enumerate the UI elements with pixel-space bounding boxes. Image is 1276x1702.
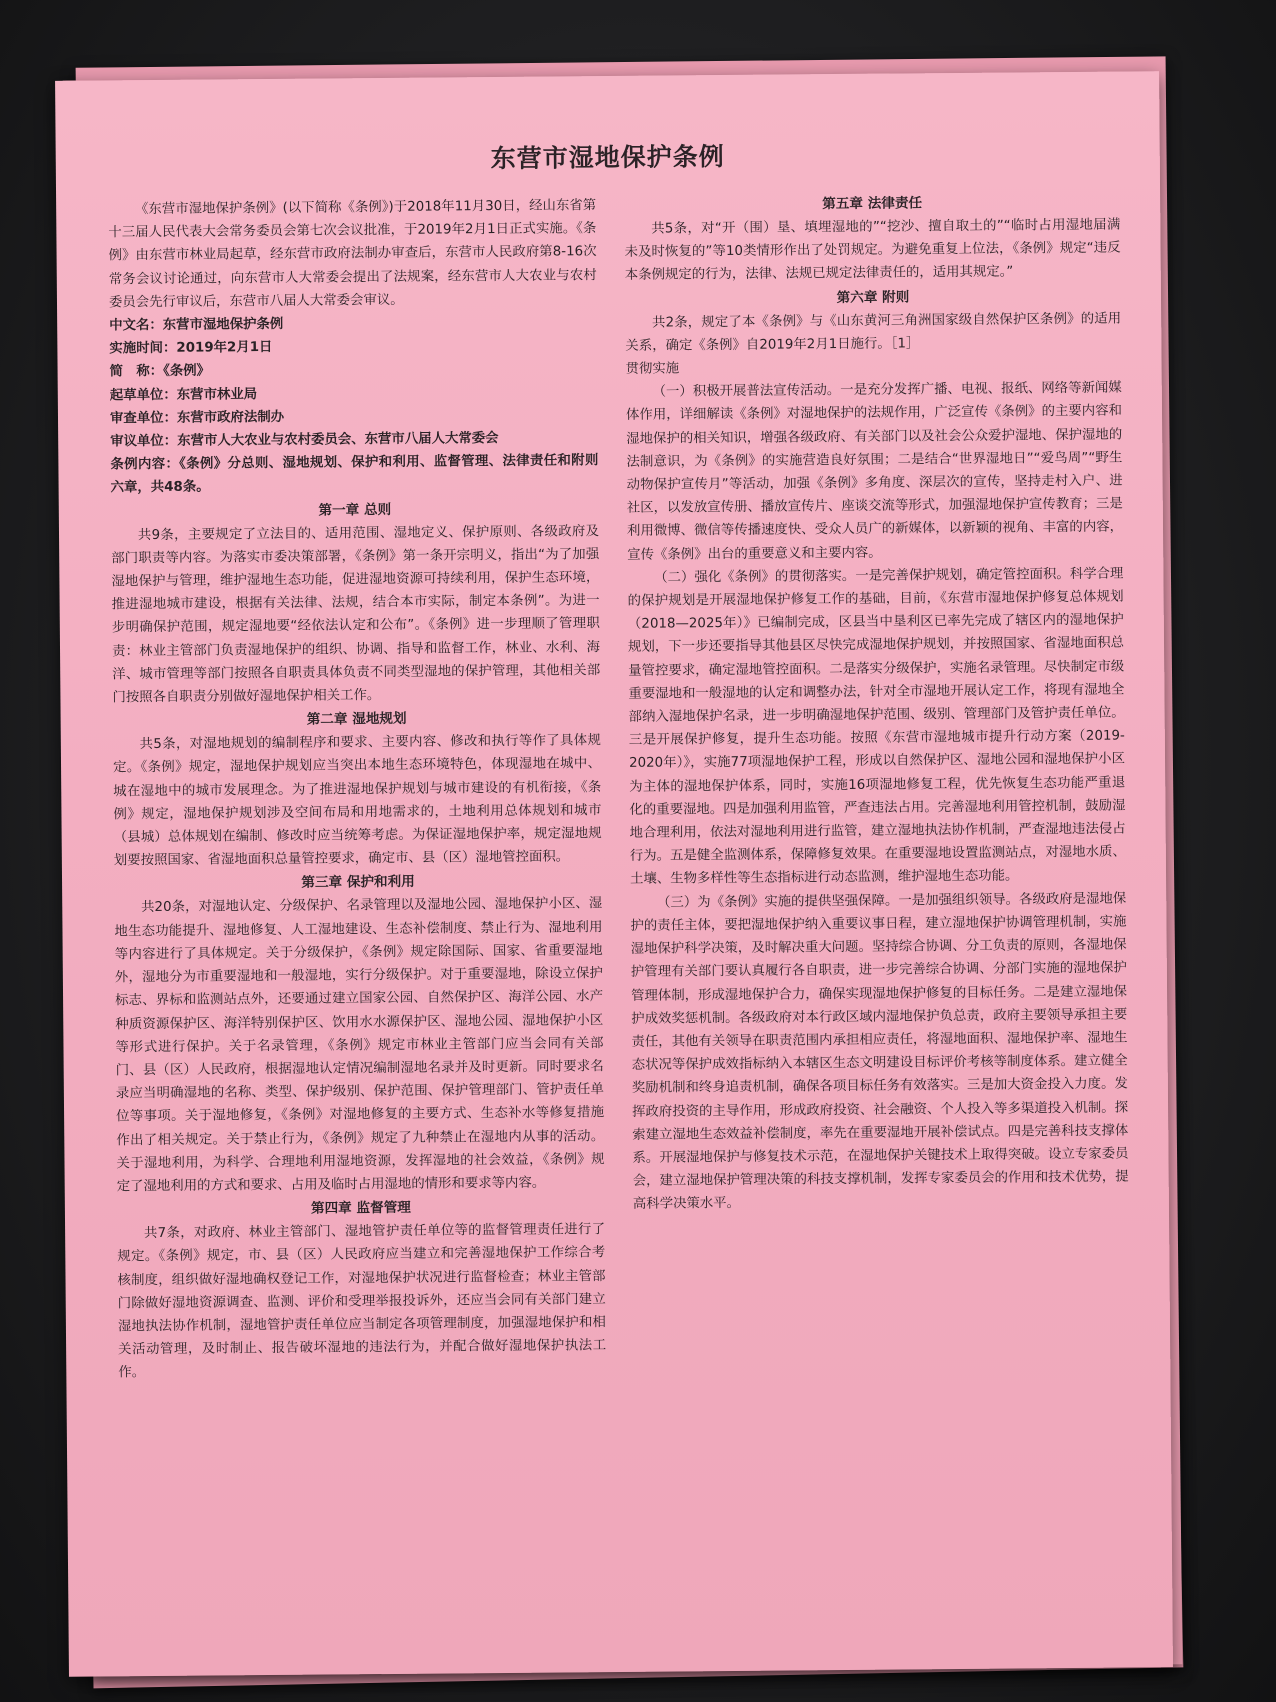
intro-paragraph: 《东营市湿地保护条例》(以下简称《条例》)于2018年11月30日，经山东省第十三届人民代表大会常务委员会第七次会议批准，于2019年2月1日正式实施。《条例》由东营市林业局起草，经东营市政府法制办审查后，东营市人民政府第8-16次常务会议讨论通过，向东营市人大常委会提出了法规案，经东营市人大农业与农村委员会先行审议后，东营市八届人大常委会审议。 — [108, 198, 597, 311]
chapter-3-heading: 第三章 保护和利用 — [301, 874, 415, 892]
meta-reviewer: 审查单位：东营市政府法制办 — [109, 409, 285, 427]
meta-date: 实施时间：2019年2月1日 — [109, 340, 273, 357]
chapter-4-text: 共7条，对政府、林业主管部门、湿地管护责任单位等的监督管理责任进行了规定。《条例》规定，市、县（区）人民政府应当建立和完善湿地保护工作综合考核制度，组织做好湿地确权登记工作，对湿地保护状况进行监督检查；林业主管部门除做好湿地资源调查、监测、评价和受理举报投诉外，还应当会同有关部门建立湿地执法协作机制，湿地管护责任单位应当制定各项管理制度，加强湿地保护和相关活动管理，及时制止、报告破坏湿地的违法行为，并配合做好湿地保护执法工作。 — [117, 1222, 607, 1381]
right-column — [624, 190, 1129, 1217]
chapter-6-text: 共2条，规定了本《条例》与《山东黄河三角洲国家级自然保护区条例》的适用关系，确定《条例》自2019年2月1日施行。［1］ — [625, 311, 1122, 354]
implementation-paragraph-2: （二）强化《条例》的贯彻落实。一是完善保护规划，确定管控面积。科学合理的保护规划是开展湿地保护修复工作的基础，目前，《东营市湿地保护修复总体规划（2018—2025年）》已编制完成，区县当中垦利区已率先完成了辖区内的湿地保护规划，下一步还要指导其他县区尽快完成湿地保护规划，并按照国家、省湿地面积总量管控要求，确定湿地管控面积。二是落实分级保护，实施名录管理。尽快制定市级重要湿地和一般湿地的认定和调整办法，针对全市湿地开展认定工作，将现有湿地全部纳入湿地保护名录，进一步明确湿地保护范围、级别、管理部门及管护责任单位。三是开展保护修复，提升生态功能。按照《东营市湿地城市提升行动方案（2019-2020年）》，实施77项湿地保护工程，形成以自然保护区、湿地公园和湿地保护小区为主体的湿地保护体系，同时，实施16项湿地修复工程，优先恢复生态功能严重退化的重要湿地。四是加强利用监管，严查违法占用。完善湿地利用管控机制，鼓励湿地合理利用，依法对湿地利用进行监管，建立湿地执法协作机制，严查湿地违法侵占行为。五是健全监测体系，保障修复效果。在重要湿地设置监测站点，对湿地水质、土壤、生物多样性等生态指标进行动态监测，维护湿地生态功能。 — [627, 566, 1126, 888]
meta-short: 简 称：《条例》 — [109, 363, 211, 380]
meta-deliberator: 审议单位：东营市人大农业与农村委员会、东营市八届人大常委会 — [110, 431, 499, 450]
chapter-2-text: 共5条，对湿地规划的编制程序和要求、主要内容、修改和执行等作了具体规定。《条例》规定，湿地保护规划应当突出本地生态环境特色，体现湿地在城中、城在湿地中的城市发展理念。为了推进湿地保护规划与城市建设的有机衔接，《条例》规定，湿地保护规划涉及空间布局和用地需求的，土地利用总体规划和城市（县城）总体规划在编制、修改时应当统筹考虑。为保证湿地保护率，规定湿地规划要按照国家、省湿地面积总量管控要求，确定市、县（区）湿地管控面积。 — [112, 733, 602, 869]
implementation-heading: 贯彻实施 — [625, 361, 680, 377]
chapter-6-heading: 第六章 附则 — [836, 289, 910, 306]
chapter-5-text: 共5条，对“开（围）垦、填埋湿地的”“挖沙、擅自取土的”“临时占用湿地届满未及时恢复的”等10类情形作出了处罚规定。为避免重复上位法，《条例》规定“违反本条例规定的行为，法律、法规已规定法律责任的，适用其规定。” — [624, 217, 1121, 284]
chapter-1-heading: 第一章 总则 — [318, 501, 392, 519]
meta-drafter: 起草单位：东营市林业局 — [109, 386, 258, 404]
chapter-5-heading: 第五章 法律责任 — [822, 195, 923, 213]
chapter-1-text: 共9条，主要规定了立法目的、适用范围、湿地定义、保护原则、各级政府及部门职责等内容。为落实市委决策部署，《条例》第一条开宗明义，指出“为了加强湿地保护与管理，维护湿地生态功能，促进湿地资源可持续利用，保护生态环境，推进湿地城市建设，根据有关法律、法规，结合本市实际，制定本条例”。为进一步明确保护范围，规定湿地要“经依法认定和公布”。《条例》进一步理顺了管理职责：林业主管部门负责湿地保护的组织、协调、指导和监督工作，林业、水利、海洋、城市管理等部门按照各自职责具体负责不同类型湿地的保护管理，其他相关部门按照各自职责分别做好湿地保护相关工作。 — [111, 523, 601, 706]
implementation-paragraph-1: （一）积极开展普法宣传活动。一是充分发挥广播、电视、报纸、网络等新闻媒体作用，详细解读《条例》对湿地保护的法规作用，广泛宣传《条例》的主要内容和湿地保护的相关知识，增强各级政府、有关部门以及社会公众爱护湿地、保护湿地的法制意识，为《条例》的实施营造良好氛围；二是结合“世界湿地日”“爱鸟周”“野生动物保护宣传月”等活动，加强《条例》多角度、深层次的宣传，坚持走村入户、进社区，以发放宣传册、播放宣传片、座谈交流等形式，加强湿地保护宣传教育；三是利用微博、微信等传播速度快、受众人员广的新媒体，以新颖的视角、丰富的内容，宣传《条例》出台的重要意义和主要内容。 — [625, 380, 1124, 563]
chapter-3-text: 共20条，对湿地认定、分级保护、名录管理以及湿地公园、湿地保护小区、湿地生态功能提升、湿地修复、人工湿地建设、生态补偿制度、禁止行为、湿地利用等内容进行了具体规定。关于分级保护，《条例》规定除国际、国家、省重要湿地外，湿地分为市重要湿地和一般湿地，实行分级保护。对于重要湿地，除设立保护标志、界标和监测站点外，还要通过建立国家公园、自然保护区、海洋公园、水产种质资源保护区、海洋特别保护区、饮用水水源保护区、湿地公园、湿地保护小区等形式进行保护。关于名录管理，《条例》规定市林业主管部门应当会同有关部门、县（区）人民政府，根据湿地认定情况编制湿地名录并及时更新。同时要求名录应当明确湿地的名称、类型、保护级别、保护范围、保护管理部门、管护责任单位等事项。关于湿地修复，《条例》对湿地修复的主要方式、生态补水等修复措施作出了相关规定。关于禁止行为，《条例》规定了九种禁止在湿地内从事的活动。关于湿地利用，为科学、合理地利用湿地资源，发挥湿地的社会效益，《条例》规定了湿地利用的方式和要求、占用及临时占用湿地的情形和要求等内容。 — [114, 896, 605, 1195]
left-column — [108, 194, 606, 1385]
chapter-4-heading: 第四章 监督管理 — [310, 1199, 411, 1217]
document-title: 东营市湿地保护条例 — [490, 142, 725, 174]
document-sheet — [55, 71, 1173, 1677]
chapter-2-heading: 第二章 湿地规划 — [306, 711, 407, 728]
implementation-paragraph-3: （三）为《条例》实施的提供坚强保障。一是加强组织领导。各级政府是湿地保护的责任主体，要把湿地保护纳入重要议事日程，建立湿地保护协调管理机制，实施湿地保护科学决策，及时解决重大问题。坚持综合协调、分工负责的原则，各湿地保护管理有关部门要认真履行各自职责，进一步完善综合协调、分部门实施的湿地保护管理体制，形成湿地保护合力，确保实现湿地保护修复的目标任务。二是建立湿地保护成效奖惩机制。各级政府对本行政区域内湿地保护负总责，政府主要领导承担主要责任，其他有关领导在职责范围内承担相应责任，将湿地面积、湿地保护率、湿地生态状况等保护成效指标纳入本辖区生态文明建设目标评价考核等制度体系。建立健全奖励机制和终身追责机制，确保各项目标任务有效落实。三是加大资金投入力度。发挥政府投资的主导作用，形成政府投资、社会融资、个人投入等多渠道投入机制。探索建立湿地生态效益补偿制度，率先在重要湿地开展补偿试点。四是完善科技支撑体系。开展湿地保护与修复技术示范，在湿地保护关键技术上取得突破。设立专家委员会，建立湿地保护管理决策的科技支撑机制，发挥专家委员会的作用和技术优势，提高科学决策水平。 — [630, 891, 1129, 1213]
meta-name: 中文名：东营市湿地保护条例 — [109, 316, 284, 334]
meta-content: 条例内容：《条例》分总则、湿地规划、保护和利用、监督管理、法律责任和附则六章，共48条。 — [110, 453, 599, 496]
